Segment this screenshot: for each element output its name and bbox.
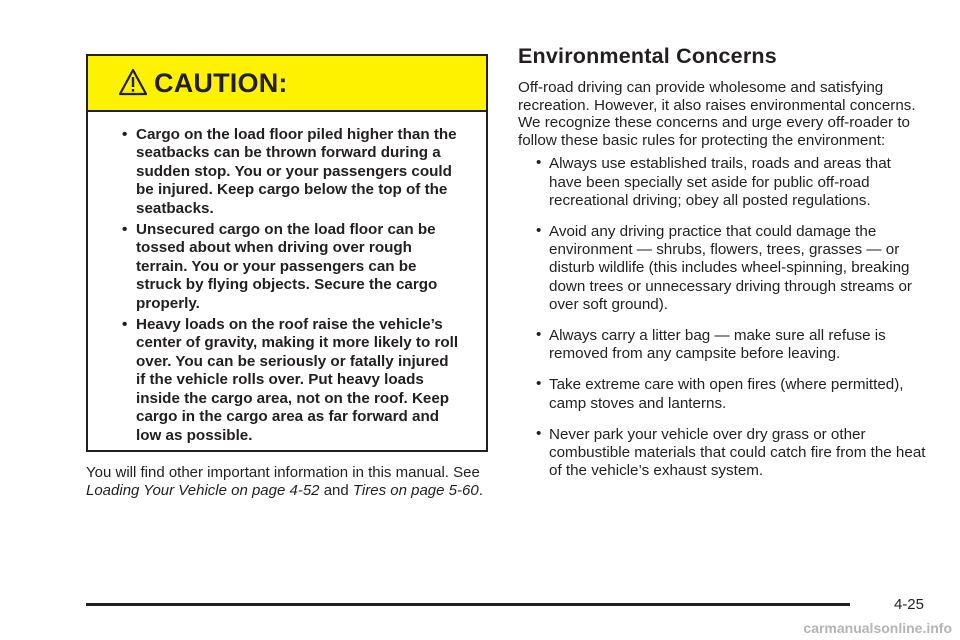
caution-header [88,56,486,112]
reference-note [86,464,488,499]
note-text: . [478,481,483,499]
intro-paragraph: Off-road driving can provide wholesome and satisfying recreation. However, it also raises environmental concerns. We recognize these concerns and urge every off-roader to follow these basic rules for protecting the environment: [518,79,916,149]
caution-item: • Cargo on the load floor piled higher than the seatbacks can be thrown forward during a sudden stop. You or your passengers could be injured. Keep cargo below the top of the seatbacks. [122,126,462,218]
left-column [86,54,488,514]
rule-item: • Always use established trails, roads and areas that have been specially set aside for public off-road recreational driving; obey all posted regulations. [536,155,928,210]
section-title: Environmental Concerns [518,44,777,68]
watermark: carmanualsonline.info [803,620,952,636]
rule-item: • Never park your vehicle over dry grass or other combustible materials that could catch fire from the heat of the vehicle’s exhaust system. [536,426,928,481]
rule-item: • Take extreme care with open fires (where permitted), camp stoves and lanterns. [536,376,928,412]
footer-rule [86,603,850,606]
caution-item: • Heavy loads on the roof raise the vehicle’s center of gravity, making it more likely to roll over. You can be seriously or fatally injured if the vehicle rolls over. Put heavy loads inside the cargo area, not on the roof. Keep cargo in the cargo area as far forward and low as possible. [122,316,462,445]
right-column [518,44,928,493]
warning-triangle-icon [118,68,148,96]
note-text: and [319,481,353,499]
rules-list [518,155,928,480]
caution-title: CAUTION: [154,67,288,98]
tires-link[interactable]: Tires on page 5-60 [352,481,479,499]
caution-box [86,54,488,452]
caution-item: • Unsecured cargo on the load floor can be tossed about when driving over rough terrain. You or your passengers can be struck by flying objects. Secure the cargo properly. [122,221,462,313]
page-number: 4-25 [893,596,924,613]
rule-item: • Always carry a litter bag — make sure all refuse is removed from any campsite before leaving. [536,327,928,363]
caution-list [88,112,486,445]
note-text: You will find other important information in this manual. See [86,464,480,481]
rule-item: • Avoid any driving practice that could damage the environment — shrubs, flowers, trees, grasses — or disturb wildlife (this includes wheel-spinning, breaking down trees or unnecessary driving through streams or over soft ground). [536,223,928,314]
loading-vehicle-link[interactable]: Loading Your Vehicle on page 4-52 [86,481,320,499]
